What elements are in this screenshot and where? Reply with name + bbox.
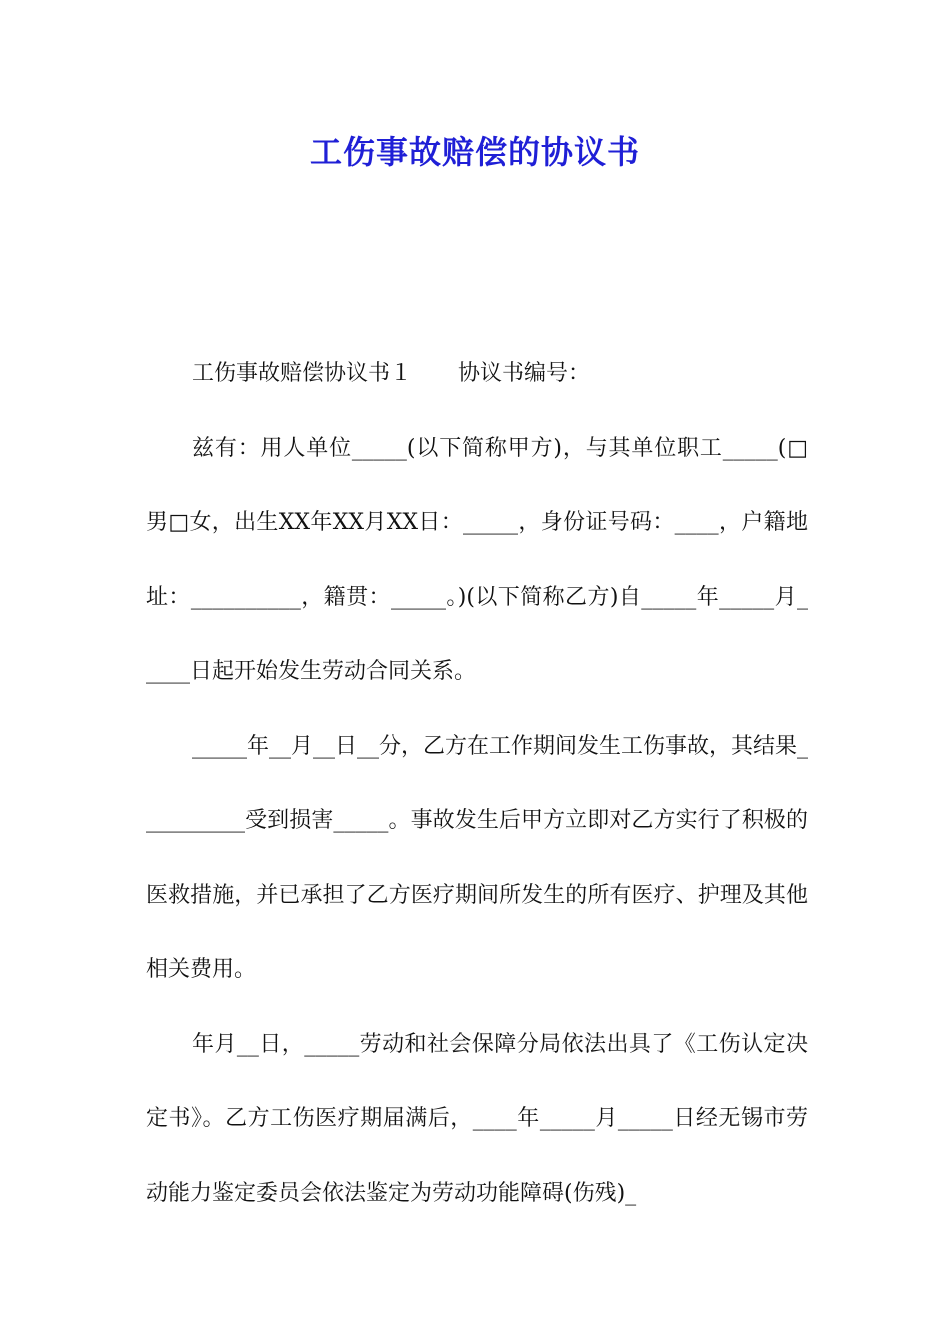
document-title: 工伤事故赔偿的协议书 (309, 133, 640, 171)
paragraph-determination: 年月__日，_____劳动和社会保障分局依法出具了《工伤认定决定书》。乙方工伤医疗期届满后，____年_____月_____日经无锡市劳动能力鉴定委员会依法鉴定为劳动功能障碍(伤残)_ (146, 1031, 808, 1206)
paragraph-heading-line (146, 337, 808, 412)
agreement-heading: 工伤事故赔偿协议书１ (192, 361, 413, 386)
document-body (146, 337, 808, 1231)
agreement-number-label: 协议书编号： (458, 361, 591, 386)
paragraph-parties: 兹有：用人单位_____(以下简称甲方)，与其单位职工_____(□男□女，出生XX年XX月XX日：_____，身份证号码：____，户籍地址：__________，籍贯：_____。)(以下简称乙方)自_____年_____月_____日起开始发生劳动合同关系。 (146, 435, 808, 684)
paragraph-accident: _____年__月__日__分，乙方在工作期间发生工伤事故，其结果__________受到损害_____。事故发生后甲方立即对乙方实行了积极的医救措施，并已承担了乙方医疗期间所发生的所有医疗、护理及其他相关费用。 (146, 733, 809, 982)
